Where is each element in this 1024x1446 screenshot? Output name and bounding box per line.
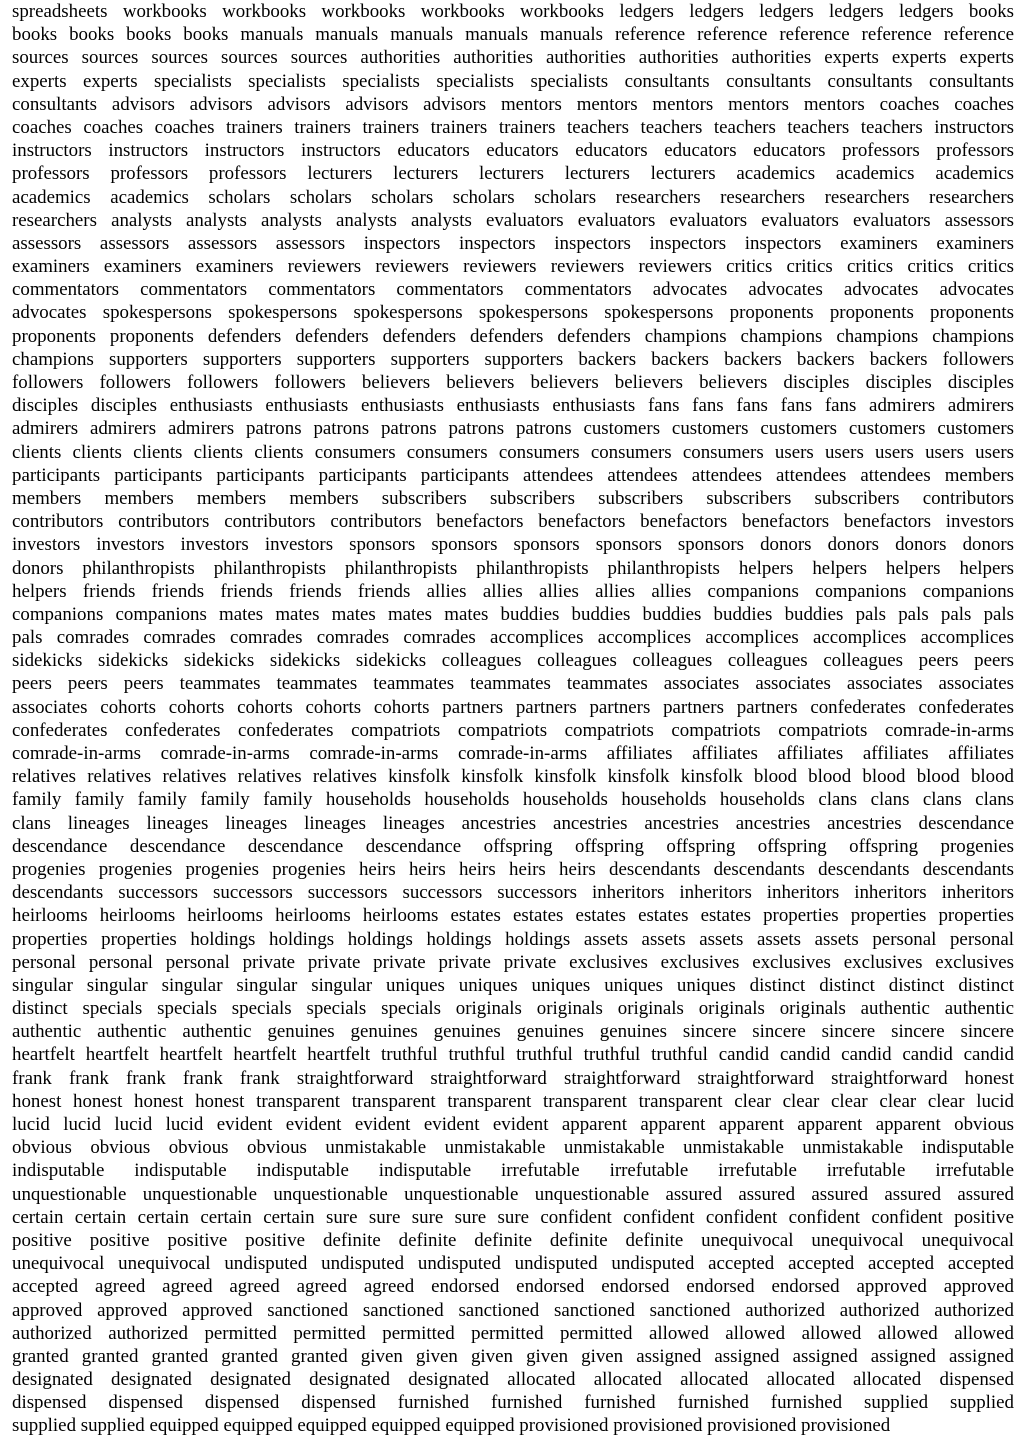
text-line: commentators commentators commentators commentators commentators advocates advocates advocates advocates: [12, 279, 1014, 301]
text-line: members members members members subscribers subscribers subscribers subscribers subscribers contributors: [12, 487, 1014, 509]
text-line: unequivocal unequivocal undisputed undisputed undisputed undisputed undisputed accepted accepted accepted accepted: [12, 1253, 1014, 1275]
text-line: honest honest honest honest transparent transparent transparent transparent transparent clear clear clear clear clear lucid: [12, 1090, 1014, 1112]
text-line: personal personal personal private private private private private exclusives exclusives exclusives exclusives exclusives: [12, 951, 1014, 973]
text-line: confederates confederates confederates compatriots compatriots compatriots compatriots compatriots comrade-in-arms: [12, 719, 1014, 741]
text-line: lucid lucid lucid lucid evident evident evident evident evident apparent apparent apparent apparent apparent obvious: [12, 1114, 1014, 1135]
text-line: family family family family family households households households households households clans clans clans clans: [12, 789, 1014, 811]
text-line: consultants advisors advisors advisors advisors advisors mentors mentors mentors mentors mentors coaches coaches: [12, 93, 1014, 115]
text-line: descendance descendance descendance descendance offspring offspring offspring offspring offspring progenies: [12, 835, 1014, 857]
text-line: professors professors professors lecturers lecturers lecturers lecturers lecturers academics academics academics: [12, 163, 1014, 185]
text-line: designated designated designated designated designated allocated allocated allocated allocated allocated dispensed: [12, 1369, 1014, 1391]
text-line: distinct specials specials specials specials specials originals originals originals originals originals authentic authentic: [12, 998, 1014, 1020]
text-line: contributors contributors contributors contributors benefactors benefactors benefactors benefactors benefactors investors: [12, 511, 1014, 533]
text-line: champions supporters supporters supporters supporters supporters backers backers backers backers backers followers: [12, 348, 1014, 370]
text-line: authentic authentic authentic genuines genuines genuines genuines genuines sincere sincere sincere sincere sincere: [12, 1021, 1014, 1043]
text-line: admirers admirers admirers patrons patrons patrons patrons patrons customers customers customers customers customers: [12, 418, 1014, 440]
text-line: helpers friends friends friends friends friends allies allies allies allies allies companions companions companions: [12, 580, 1014, 602]
document-text: [12, 0, 1014, 1438]
text-line: unquestionable unquestionable unquestionable unquestionable unquestionable assured assured assured assured assured: [12, 1183, 1014, 1205]
text-line: obvious obvious obvious obvious unmistakable unmistakable unmistakable unmistakable unmistakable indisputable: [12, 1137, 1014, 1159]
text-line: followers followers followers followers believers believers believers believers believers disciples disciples disciples: [12, 372, 1014, 393]
text-line: authorized authorized permitted permitted permitted permitted permitted allowed allowed allowed allowed allowed: [12, 1322, 1014, 1344]
text-line: investors investors investors investors sponsors sponsors sponsors sponsors sponsors donors donors donors donors: [12, 534, 1014, 556]
text-line: sources sources sources sources sources authorities authorities authorities authorities authorities experts experts experts: [12, 47, 1014, 69]
text-line: experts experts specialists specialists specialists specialists specialists consultants consultants consultants consultants: [12, 70, 1014, 92]
text-line: companions companions mates mates mates mates mates buddies buddies buddies buddies buddies pals pals pals pals: [12, 603, 1014, 625]
text-line: academics academics scholars scholars scholars scholars scholars researchers researchers researchers researchers: [12, 186, 1014, 208]
text-line: relatives relatives relatives relatives relatives kinsfolk kinsfolk kinsfolk kinsfolk kinsfolk blood blood blood blood blood: [12, 766, 1014, 788]
text-line: supplied supplied equipped equipped equipped equipped equipped provisioned provisioned provisioned provisioned: [12, 1415, 891, 1437]
text-line: clients clients clients clients clients consumers consumers consumers consumers consumers users users users users users: [12, 441, 1014, 463]
text-line: disciples disciples enthusiasts enthusiasts enthusiasts enthusiasts enthusiasts fans fans fans fans fans admirers admirers: [12, 395, 1014, 417]
text-line: heartfelt heartfelt heartfelt heartfelt heartfelt truthful truthful truthful truthful truthful candid candid candid candid candid: [12, 1044, 1014, 1066]
text-line: descendants successors successors successors successors successors inheritors inheritors inheritors inheritors inheritors: [12, 882, 1014, 904]
text-line: accepted agreed agreed agreed agreed agreed endorsed endorsed endorsed endorsed endorsed approved approved: [12, 1276, 1014, 1298]
text-line: books books books books manuals manuals manuals manuals manuals reference reference reference reference reference: [12, 24, 1014, 46]
text-line: coaches coaches coaches trainers trainers trainers trainers trainers teachers teachers teachers teachers teachers instructors: [12, 116, 1014, 138]
text-line: spreadsheets workbooks workbooks workbooks workbooks workbooks ledgers ledgers ledgers ledgers ledgers books: [12, 1, 1014, 22]
text-line: comrade-in-arms comrade-in-arms comrade-in-arms comrade-in-arms affiliates affiliates affiliates affiliates affiliates: [12, 743, 1014, 764]
text-line: clans lineages lineages lineages lineages lineages ancestries ancestries ancestries ancestries ancestries descendance: [12, 812, 1014, 834]
text-line: indisputable indisputable indisputable indisputable irrefutable irrefutable irrefutable irrefutable irrefutable: [12, 1160, 1014, 1182]
text-line: participants participants participants participants participants attendees attendees attendees attendees attendees members: [12, 464, 1014, 486]
text-line: singular singular singular singular singular uniques uniques uniques uniques uniques distinct distinct distinct distinct: [12, 974, 1014, 996]
text-line: donors philanthropists philanthropists philanthropists philanthropists philanthropists helpers helpers helpers helpers: [12, 557, 1014, 579]
text-line: researchers analysts analysts analysts analysts analysts evaluators evaluators evaluators evaluators evaluators assessors: [12, 209, 1014, 231]
text-line: granted granted granted granted granted given given given given given assigned assigned assigned assigned assigned: [12, 1345, 1014, 1367]
text-line: certain certain certain certain certain sure sure sure sure sure confident confident confident confident confident positive: [12, 1206, 1014, 1228]
text-line: examiners examiners examiners reviewers reviewers reviewers reviewers reviewers critics critics critics critics critics: [12, 256, 1014, 278]
text-line: advocates spokespersons spokespersons spokespersons spokespersons spokespersons proponents proponents proponents: [12, 302, 1014, 324]
text-line: proponents proponents defenders defenders defenders defenders defenders champions champions champions champions: [12, 325, 1014, 347]
text-line: instructors instructors instructors instructors educators educators educators educators educators professors professors: [12, 140, 1014, 162]
text-line: assessors assessors assessors assessors inspectors inspectors inspectors inspectors inspectors examiners examiners: [12, 232, 1014, 254]
text-line: peers peers peers teammates teammates teammates teammates teammates associates associates associates associates: [12, 673, 1014, 695]
text-line: pals comrades comrades comrades comrades comrades accomplices accomplices accomplices accomplices accomplices: [12, 627, 1014, 649]
text-line: positive positive positive positive definite definite definite definite definite unequivocal unequivocal unequivocal: [12, 1229, 1014, 1251]
text-line: progenies progenies progenies progenies heirs heirs heirs heirs heirs descendants descendants descendants descendants: [12, 858, 1014, 880]
text-line: sidekicks sidekicks sidekicks sidekicks sidekicks colleagues colleagues colleagues colleagues colleagues peers peers: [12, 650, 1014, 672]
text-line: approved approved approved sanctioned sanctioned sanctioned sanctioned sanctioned authorized authorized authorized: [12, 1299, 1014, 1321]
text-line: associates cohorts cohorts cohorts cohorts cohorts partners partners partners partners partners confederates confederates: [12, 696, 1014, 718]
text-line: heirlooms heirlooms heirlooms heirlooms heirlooms estates estates estates estates estates properties properties properties: [12, 905, 1014, 927]
text-line: properties properties holdings holdings holdings holdings holdings assets assets assets assets assets personal personal: [12, 928, 1014, 950]
text-line: dispensed dispensed dispensed dispensed furnished furnished furnished furnished furnished supplied supplied: [12, 1392, 1014, 1414]
text-line: frank frank frank frank frank straightforward straightforward straightforward straightforward straightforward honest: [12, 1067, 1014, 1089]
